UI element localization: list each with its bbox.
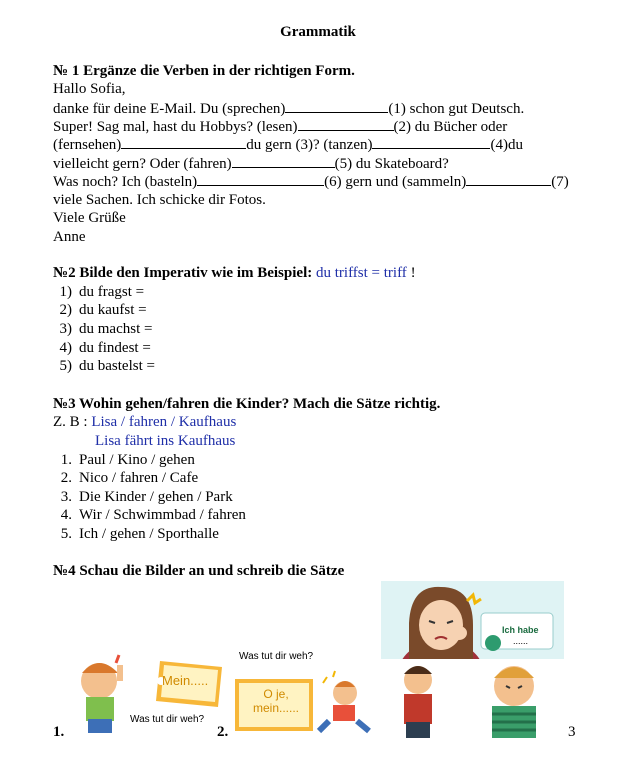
text: (6) gern und (sammeln) xyxy=(324,174,467,190)
item-text: du machst = xyxy=(79,321,153,337)
question-text: Was tut dir weh? xyxy=(130,714,205,725)
text: Was noch? Ich (basteln) xyxy=(53,174,198,190)
tag-text: O je, mein...... xyxy=(253,687,300,715)
letter-line-1 xyxy=(53,100,524,118)
item-text: du findest = xyxy=(79,340,151,356)
text: (fernsehen) xyxy=(53,137,122,153)
blank-2[interactable] xyxy=(298,118,394,131)
ex2-item xyxy=(50,340,151,357)
letter-line-4 xyxy=(53,155,449,173)
exercise-3-heading: №3 Wohin gehen/fahren die Kinder? Mach die Sätze richtig. xyxy=(53,396,441,412)
item-text: Paul / Kino / gehen xyxy=(79,452,195,468)
ex2-item xyxy=(50,358,155,375)
item-number: 5. xyxy=(60,526,72,542)
item-text: Ich / gehen / Sporthalle xyxy=(79,526,219,542)
exercise-2-heading xyxy=(53,265,416,282)
picture-finger-boy xyxy=(64,653,229,737)
letter-line-6: viele Sachen. Ich schicke dir Fotos. xyxy=(53,192,266,208)
blank-3[interactable] xyxy=(121,136,246,149)
tag-text: Mein..... xyxy=(162,673,209,688)
text: (7) xyxy=(551,174,569,190)
bubble-dots: ...... xyxy=(513,636,529,646)
item-text: du bastelst = xyxy=(79,358,155,374)
page-title: Grammatik xyxy=(280,24,356,40)
picture-toothache-girl xyxy=(381,581,564,659)
ex2-item xyxy=(50,321,152,338)
ex3-item xyxy=(50,526,219,543)
picture-knee-boy xyxy=(233,649,377,737)
item-text: Die Kinder / gehen / Park xyxy=(79,489,233,505)
text: (1) schon gut Deutsch. xyxy=(388,101,525,117)
ex3-item xyxy=(50,470,198,487)
picture-number-3: 3 xyxy=(568,724,576,740)
bubble-text: Ich habe xyxy=(502,625,539,635)
item-number: 4) xyxy=(59,340,72,356)
letter-line-2 xyxy=(53,118,507,136)
item-number: 3) xyxy=(59,321,72,337)
blank-4[interactable] xyxy=(372,136,490,149)
letter-closing: Viele Grüße xyxy=(53,210,126,226)
text: Super! Sag mal, hast du Hobbys? (lesen) xyxy=(53,119,298,135)
item-text: du kaufst = xyxy=(79,302,147,318)
blank-7[interactable] xyxy=(466,173,551,186)
letter-greeting: Hallo Sofia, xyxy=(53,81,126,97)
boys-ache-illustration xyxy=(384,660,564,738)
text: du gern (3)? (tanzen) xyxy=(246,137,373,153)
example-sentence: Lisa fährt ins Kaufhaus xyxy=(95,433,236,449)
ex2-item xyxy=(50,284,144,301)
exercise-1-heading: № 1 Ergänze die Verben in der richtigen Form. xyxy=(53,63,355,79)
letter-signature: Anne xyxy=(53,229,86,245)
item-number: 1) xyxy=(59,284,72,300)
text: danke für deine E-Mail. Du (sprechen) xyxy=(53,101,286,117)
letter-line-3 xyxy=(53,136,523,154)
example-words xyxy=(53,414,236,431)
girl-illustration xyxy=(381,581,564,659)
item-text: Nico / fahren / Cafe xyxy=(79,470,199,486)
ex2-item xyxy=(50,302,147,319)
heading-text: №2 Bilde den Imperativ wie im Beispiel: xyxy=(53,265,313,281)
ex3-item xyxy=(50,507,246,524)
picture-ache-boys xyxy=(384,660,564,738)
text: (5) du Skateboard? xyxy=(334,156,449,172)
text: vielleicht gern? Oder (fahren) xyxy=(53,156,232,172)
item-number: 1. xyxy=(60,452,72,468)
example-label: Z. B : xyxy=(53,414,92,430)
picture-number-2: 2. xyxy=(217,724,229,740)
item-text: du fragst = xyxy=(79,284,145,300)
item-number: 5) xyxy=(59,358,72,374)
ex3-item xyxy=(50,489,233,506)
item-number: 3. xyxy=(60,489,72,505)
blank-5[interactable] xyxy=(232,155,335,168)
item-text: Wir / Schwimmbad / fahren xyxy=(79,507,246,523)
item-number: 2. xyxy=(60,470,72,486)
blank-6[interactable] xyxy=(197,173,324,186)
item-number: 4. xyxy=(60,507,72,523)
question-text: Was tut dir weh? xyxy=(239,651,314,662)
ex3-item xyxy=(50,452,195,469)
text: ! xyxy=(406,265,416,281)
exercise-4-heading: №4 Schau die Bilder an und schreib die Sätze xyxy=(53,563,345,579)
letter-line-5 xyxy=(53,173,569,191)
blank-1[interactable] xyxy=(285,100,388,113)
text: (2) du Bücher oder xyxy=(393,119,508,135)
text: (4)du xyxy=(490,137,523,153)
item-number: 2) xyxy=(59,302,72,318)
example-text: du triffst = triff xyxy=(315,265,407,281)
example-words-text: Lisa / fahren / Kaufhaus xyxy=(91,414,237,430)
picture-number-1: 1. xyxy=(53,724,65,740)
